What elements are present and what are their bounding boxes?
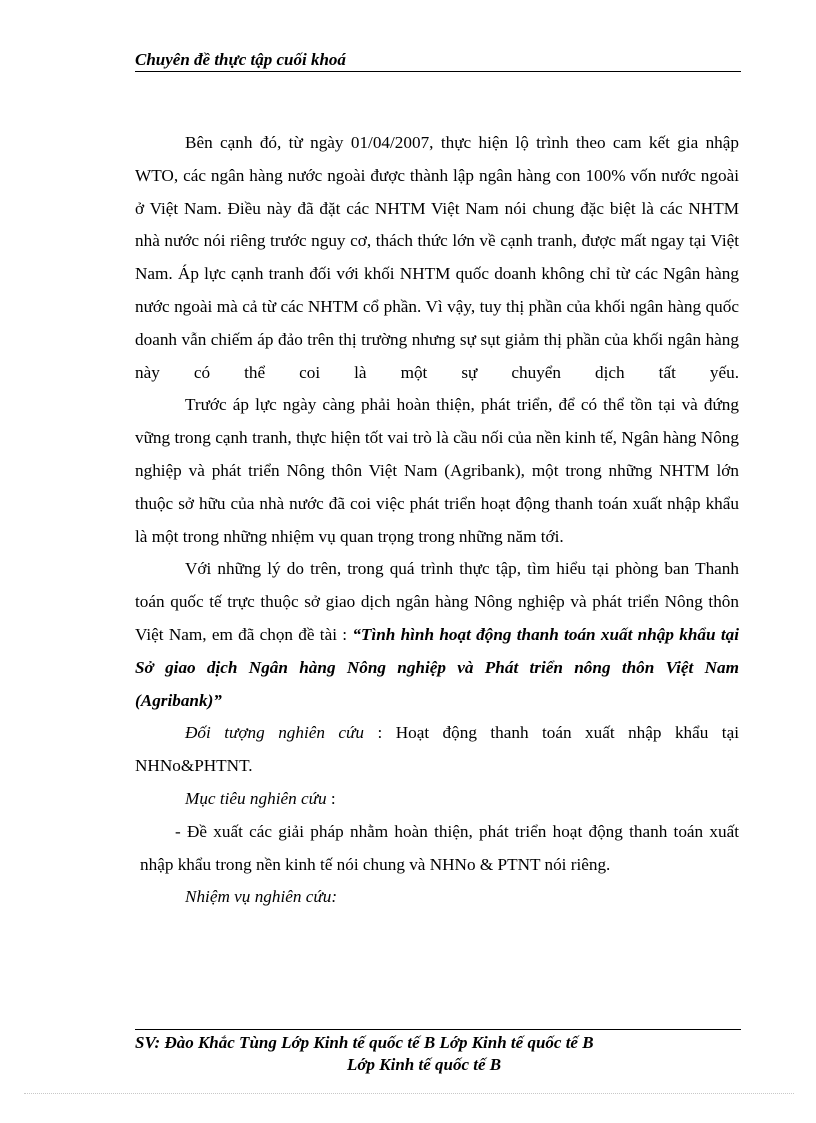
goal-colon: : xyxy=(326,788,336,808)
paragraph-topic xyxy=(135,553,739,717)
paragraph-agribank: Trước áp lực ngày càng phải hoàn thiện, phát triển, để có thể tồn tại và đứng vững trong cạnh tranh, thực hiện tốt vai trò là cầu nối của nền kinh tế, Ngân hàng Nông nghiệp và phát triển Nông thôn Việt Nam (Agribank), một trong những NHTM lớn thuộc sở hữu của nhà nước đã coi việc phát triển hoạt động thanh toán xuất nhập khẩu là một trong những nhiệm vụ quan trọng trong những năm tới. xyxy=(135,395,739,546)
paragraph-task-heading xyxy=(135,881,739,914)
page-header-title: Chuyên đề thực tập cuối khoá xyxy=(135,50,346,69)
paragraph-wto: Bên cạnh đó, từ ngày 01/04/2007, thực hiện lộ trình theo cam kết gia nhập WTO, các ngân hàng nước ngoài được thành lập ngân hàng con 100% vốn nước ngoài ở Việt Nam. Điều này đã đặt các NHTM Việt Nam nói chung đặc biệt là các NHTM nhà nước nói riêng trước nguy cơ, thách thức lớn về cạnh tranh, được mất ngay tại Việt Nam. Áp lực cạnh tranh đối với khối NHTM quốc doanh không chỉ từ các Ngân hàng nước ngoài mà cả từ các NHTM cổ phần. Vì vậy, tuy thị phần của khối ngân hàng quốc doanh vẫn chiếm áp đảo trên thị trường nhưng sự sụt giảm thị phần của khối ngân hàng này có thể coi là một sự chuyển dịch tất yếu. xyxy=(135,133,739,382)
topic-lead-text: Với những lý do trên, trong quá trình thực tập, tìm hiểu tại phòng ban Thanh toán quốc tế trực thuộc sở giao dịch ngân hàng Nông nghiệp và phát triển Nông thôn Việt Nam, em đã chọn đề tài : xyxy=(135,559,739,644)
footer-divider xyxy=(135,1029,741,1030)
paragraph-object xyxy=(135,717,739,783)
topic-title: “Tình hình hoạt động thanh toán xuất nhập khẩu tại Sở giao dịch Ngân hàng Nông nghiệp và Phát triển nông thôn Việt Nam (Agribank)” xyxy=(135,624,739,710)
page-footer xyxy=(135,1032,741,1076)
object-text: : Hoạt động thanh toán xuất nhập khẩu tại NHNo&PHTNT. xyxy=(135,723,739,776)
goal-label: Mục tiêu nghiên cứu xyxy=(185,788,327,808)
paragraph-goal-heading xyxy=(135,783,739,816)
document-body xyxy=(135,127,739,914)
page-bottom-edge xyxy=(24,1093,794,1094)
object-label: Đối tượng nghiên cứu xyxy=(185,723,365,743)
header-divider xyxy=(135,71,741,72)
goal-list-item: - Đề xuất các giải pháp nhằm hoàn thiện, phát triển hoạt động thanh toán xuất nhập khẩu trong nền kinh tế nói chung và NHNo & PTNT nói riêng. xyxy=(140,821,739,874)
task-label: Nhiệm vụ nghiên cứu: xyxy=(185,887,338,907)
footer-line-1: SV: Đào Khắc Tùng Lớp Kinh tế quốc tế B Lớp Kinh tế quốc tế B xyxy=(135,1033,594,1052)
footer-line-2: Lớp Kinh tế quốc tế B xyxy=(347,1055,502,1074)
